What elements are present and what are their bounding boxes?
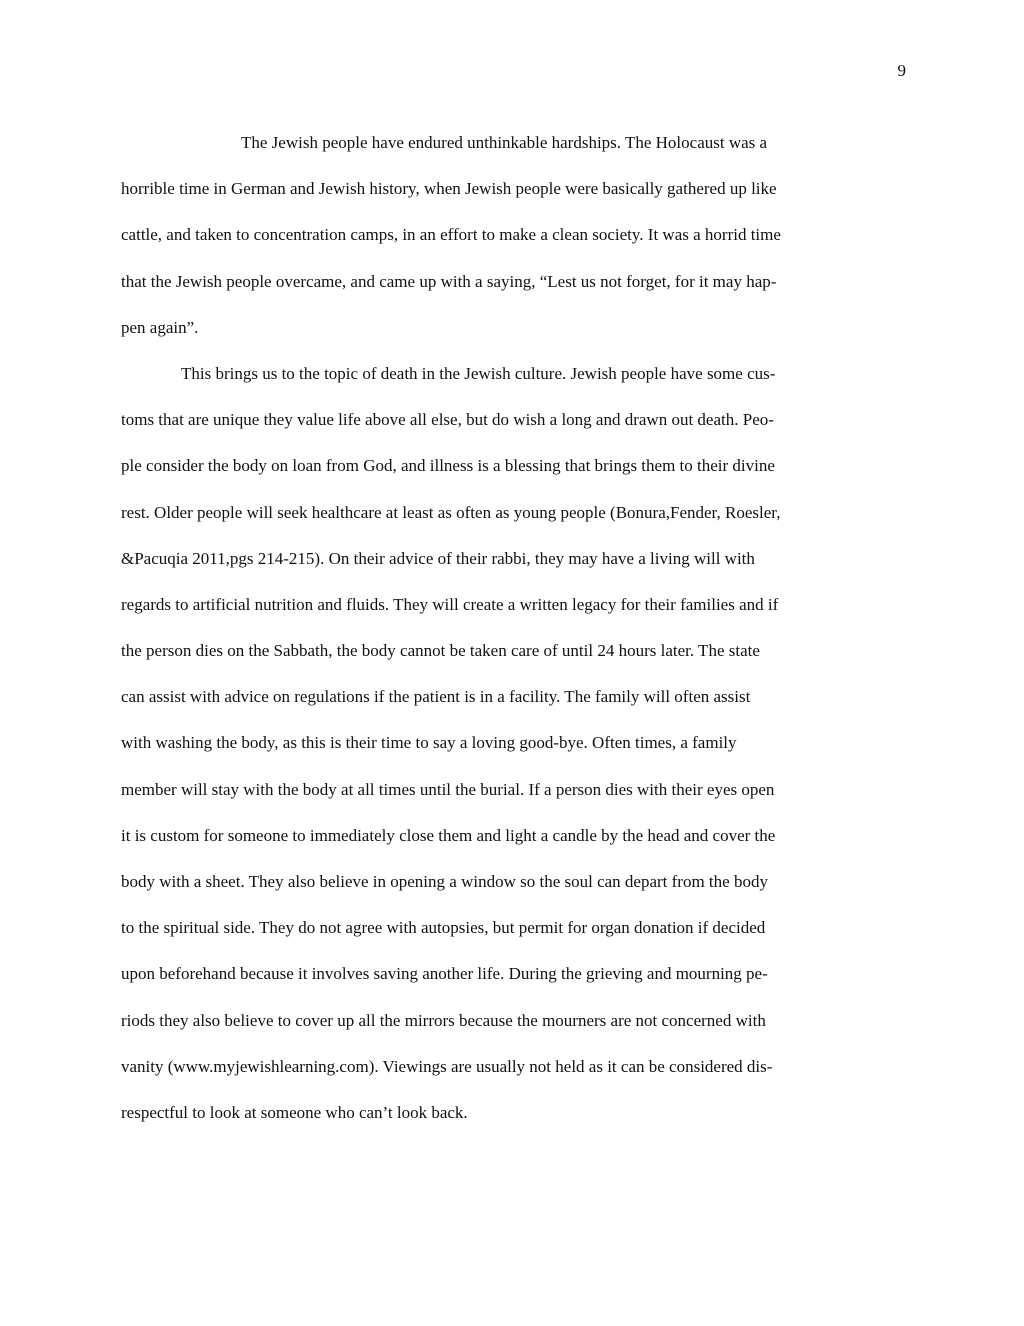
paragraph-line: upon beforehand because it involves saving another life. During the grieving and mourning pe- xyxy=(121,964,768,984)
paragraph-line: member will stay with the body at all times until the burial. If a person dies with their eyes open xyxy=(121,779,775,799)
paragraph-line: pen again”. xyxy=(121,317,199,337)
paragraph-line: the person dies on the Sabbath, the body cannot be taken care of until 24 hours later. The state xyxy=(121,641,760,661)
paragraph-1 xyxy=(121,120,903,351)
body-text xyxy=(121,120,903,1136)
paragraph-line: that the Jewish people overcame, and came up with a saying, “Lest us not forget, for it may hap- xyxy=(121,271,777,291)
paragraph-line: horrible time in German and Jewish history, when Jewish people were basically gathered up like xyxy=(121,179,777,199)
paragraph-line: cattle, and taken to concentration camps, in an effort to make a clean society. It was a horrid time xyxy=(121,225,781,245)
paragraph-line: can assist with advice on regulations if the patient is in a facility. The family will often assist xyxy=(121,687,751,707)
paragraph-line: toms that are unique they value life above all else, but do wish a long and drawn out death. Peo- xyxy=(121,410,774,430)
paragraph-line: &Pacuqia 2011,pgs 214-215). On their advice of their rabbi, they may have a living will with xyxy=(121,548,755,568)
paragraph-2 xyxy=(121,351,903,1136)
paragraph-line: vanity (www.myjewishlearning.com). Viewings are usually not held as it can be considered dis- xyxy=(121,1056,773,1076)
paragraph-line: rest. Older people will seek healthcare at least as often as young people (Bonura,Fender, Roesler, xyxy=(121,502,781,522)
paragraph-line: regards to artificial nutrition and fluids. They will create a written legacy for their families and if xyxy=(121,594,779,614)
paragraph-line: to the spiritual side. They do not agree with autopsies, but permit for organ donation if decided xyxy=(121,918,766,938)
paragraph-line: with washing the body, as this is their time to say a loving good-bye. Often times, a family xyxy=(121,733,737,753)
paragraph-line: The Jewish people have endured unthinkable hardships. The Holocaust was a xyxy=(241,133,768,152)
paragraph-line: This brings us to the topic of death in the Jewish culture. Jewish people have some cus- xyxy=(181,363,776,383)
paragraph-line: ple consider the body on loan from God, and illness is a blessing that brings them to their divine xyxy=(121,456,775,476)
page-number: 9 xyxy=(897,61,906,80)
paragraph-line: body with a sheet. They also believe in opening a window so the soul can depart from the body xyxy=(121,872,768,891)
paragraph-line: riods they also believe to cover up all the mirrors because the mourners are not concerned with xyxy=(121,1010,766,1030)
paragraph-line: it is custom for someone to immediately close them and light a candle by the head and cover the xyxy=(121,825,776,845)
paragraph-line: respectful to look at someone who can’t look back. xyxy=(121,1102,468,1122)
